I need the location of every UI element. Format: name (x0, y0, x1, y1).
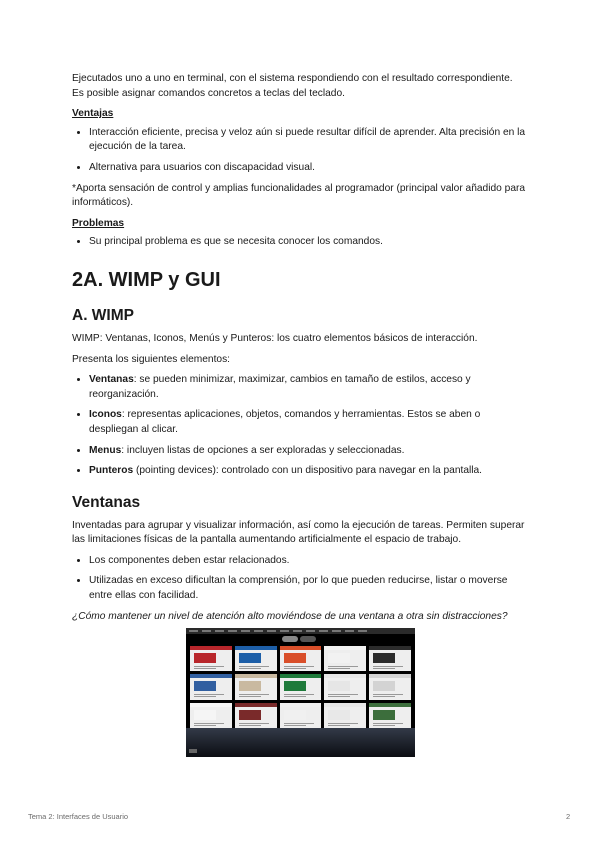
window-thumbnail (280, 703, 322, 728)
list-item (89, 444, 532, 459)
window-overview-screenshot (186, 628, 415, 757)
document-body (72, 72, 532, 630)
list-item (89, 464, 532, 479)
ventajas-list (72, 126, 532, 176)
window-thumbnail (369, 703, 411, 728)
wimp-intro: Presenta los siguientes elementos: (72, 353, 230, 365)
window-thumbnail (190, 674, 232, 699)
page-number: 2 (566, 812, 571, 821)
window-grid (190, 646, 411, 728)
footer-title: Tema 2: Interfaces de Usuario (28, 812, 129, 821)
window-thumbnail (324, 646, 366, 671)
list-item (89, 373, 532, 402)
term: Punteros (89, 465, 134, 477)
problemas-list (72, 235, 532, 250)
list-item: • Su principal problema es que se necesita conocer los comandos. (89, 235, 532, 250)
toggle-button (282, 636, 298, 642)
ventanas-list (72, 554, 532, 604)
window-thumbnail (235, 703, 277, 728)
dock-icon (189, 749, 197, 753)
term-desc: : representas aplicaciones, objetos, comandos y herramientas. Estos se aben o despliegan al clicar. (89, 409, 481, 435)
window-thumbnail (190, 646, 232, 671)
window-thumbnail (369, 674, 411, 699)
list-item: • Utilizadas en exceso dificultan la comprensión, por lo que pueden reducirse, listar o moverse entre ellas con facilidad. (89, 574, 532, 603)
term-desc: : se pueden minimizar, maximizar, cambios en tamaño de estilos, acceso y reorganización. (89, 374, 471, 400)
window-thumbnail (235, 674, 277, 699)
term: Ventanas (89, 374, 134, 386)
window-thumbnail (280, 674, 322, 699)
ventanas-definition: Inventadas para agrupar y visualizar información, así como la ejecución de tareas. Permiten superar las limitaciones físicas de la pantalla aumentando artificialmente el espacio de trabajo. (72, 519, 525, 546)
reflection (186, 728, 415, 757)
window-thumbnail (324, 674, 366, 699)
ventajas-note: *Aporta sensación de control y amplias funcionalidades al programador (principal valor añadido para informáticos). (72, 182, 526, 209)
term: Menus (89, 444, 122, 456)
list-item: • Los componentes deben estar relacionados. (89, 554, 532, 569)
wimp-heading: A. WIMP (72, 306, 134, 324)
ventanas-question: ¿Cómo mantener un nivel de atención alto moviéndose de una ventana a otra sin distracciones? (72, 610, 508, 622)
term-desc: (pointing devices): controlado con un dispositivo para navegar en la pantalla. (133, 465, 483, 477)
intro-line-1: Ejecutados uno a uno en terminal, con el sistema respondiendo con el resultado correspondiente. (72, 73, 513, 84)
window-thumbnail (190, 703, 232, 728)
wimp-definition: WIMP: Ventanas, Iconos, Menús y Punteros: los cuatro elementos básicos de interacción. (72, 332, 478, 344)
wimp-elements-list (72, 373, 532, 479)
window-thumbnail (324, 703, 366, 728)
menu-bar (186, 628, 415, 634)
window-thumbnail (369, 646, 411, 671)
list-item (89, 408, 532, 437)
section-title: 2A. WIMP y GUI (72, 268, 221, 291)
problemas-label: Problemas (72, 217, 125, 229)
term: Iconos (89, 409, 122, 421)
ventanas-heading: Ventanas (72, 493, 141, 511)
window-thumbnail (235, 646, 277, 671)
term-desc: : incluyen listas de opciones a ser exploradas y seleccionadas. (121, 444, 405, 456)
ventajas-label: Ventajas (72, 108, 114, 120)
list-item: • Alternativa para usuarios con discapacidad visual. (89, 161, 532, 176)
toggle-button (300, 636, 316, 642)
list-item: • Interacción eficiente, precisa y veloz aún si puede resultar difícil de aprender. Alta precisión en la ejecución de la tarea. (89, 126, 532, 155)
window-thumbnail (280, 646, 322, 671)
intro-line-2: Es posible asignar comandos concretos a teclas del teclado. (72, 87, 345, 99)
